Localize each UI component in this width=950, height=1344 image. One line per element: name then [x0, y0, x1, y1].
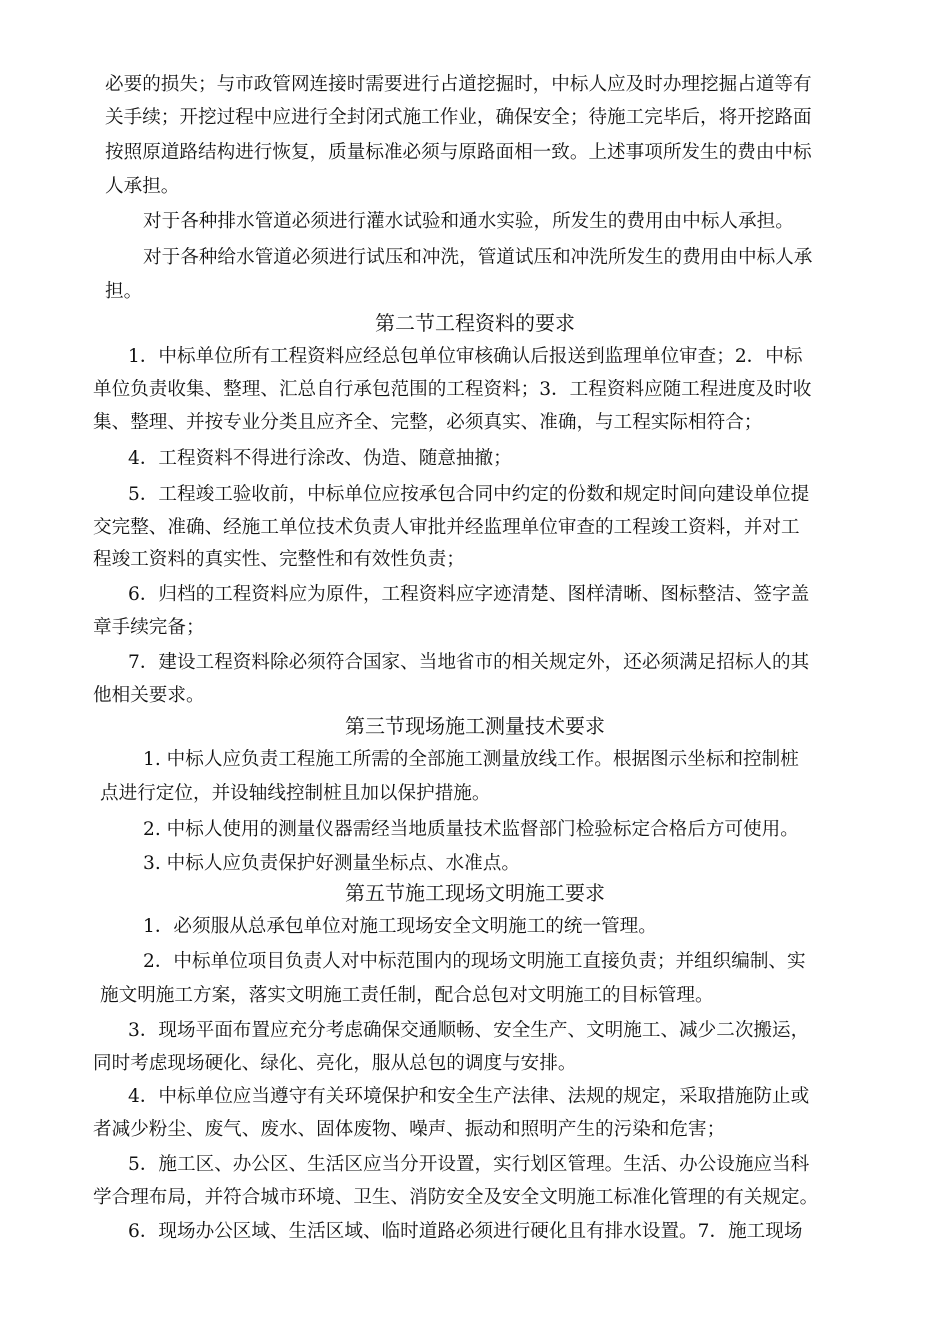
text-line: 必要的损失；与市政管网连接时需要进行占道挖掘时，中标人应及时办理挖掘占道等有: [105, 74, 812, 95]
text-line: 5．施工区、办公区、生活区应当分开设置，实行划区管理。生活、办公设施应当科: [128, 1154, 810, 1175]
text-line: 人承担。: [105, 176, 180, 197]
text-line: 1. 中标人应负责工程施工所需的全部施工测量放线工作。根据图示坐标和控制桩: [143, 749, 799, 770]
text-line: 1．必须服从总承包单位对施工现场安全文明施工的统一管理。: [143, 916, 657, 937]
text-line: 关手续；开挖过程中应进行全封闭式施工作业，确保安全；待施工完毕后，将开挖路面: [105, 107, 812, 128]
text-line: 点进行定位，并设轴线控制桩且加以保护措施。: [100, 783, 491, 804]
text-line: 者减少粉尘、废气、废水、固体废物、噪声、振动和照明产生的污染和危害；: [93, 1119, 726, 1140]
text-line: 2. 中标人使用的测量仪器需经当地质量技术监督部门检验标定合格后方可使用。: [143, 819, 799, 840]
text-line: 他相关要求。: [93, 685, 205, 706]
section-heading: 第三节现场施工测量技术要求: [345, 714, 605, 738]
text-line: 6．归档的工程资料应为原件，工程资料应字迹清楚、图样清晰、图标整洁、签字盖: [128, 584, 810, 605]
section-heading: 第二节工程资料的要求: [375, 311, 575, 335]
text-line: 集、整理、并按专业分类且应齐全、完整，必须真实、准确，与工程实际相符合；: [93, 412, 763, 433]
text-line: 程竣工资料的真实性、完整性和有效性负责；: [93, 549, 465, 570]
text-line: 章手续完备；: [93, 617, 205, 638]
text-line: 单位负责收集、整理、汇总自行承包范围的工程资料；3．工程资料应随工程进度及时收: [93, 379, 812, 400]
text-line: 对于各种排水管道必须进行灌水试验和通水实验，所发生的费用由中标人承担。: [143, 211, 794, 232]
text-line: 担。: [105, 281, 143, 302]
text-line: 按照原道路结构进行恢复，质量标准必须与原路面相一致。上述事项所发生的费由中标: [105, 142, 812, 163]
text-line: 6．现场办公区域、生活区域、临时道路必须进行硬化且有排水设置。7．施工现场: [128, 1221, 803, 1242]
text-line: 施文明施工方案，落实文明施工责任制，配合总包对文明施工的目标管理。: [100, 985, 714, 1006]
text-line: 5．工程竣工验收前，中标单位应按承包合同中约定的份数和规定时间向建设单位提: [128, 484, 810, 505]
section-heading: 第五节施工现场文明施工要求: [345, 881, 605, 905]
text-line: 7．建设工程资料除必须符合国家、当地省市的相关规定外，还必须满足招标人的其: [128, 652, 810, 673]
text-line: 2．中标单位项目负责人对中标范围内的现场文明施工直接负责；并组织编制、实: [143, 951, 806, 972]
text-line: 交完整、准确、经施工单位技术负责人审批并经监理单位审查的工程竣工资料，并对工: [93, 517, 800, 538]
text-line: 对于各种给水管道必须进行试压和冲洗，管道试压和冲洗所发生的费用由中标人承: [143, 247, 813, 268]
text-line: 4．工程资料不得进行涂改、伪造、随意抽撤；: [128, 448, 512, 469]
text-line: 学合理布局，并符合城市环境、卫生、消防安全及安全文明施工标准化管理的有关规定。: [93, 1187, 819, 1208]
text-line: 3. 中标人应负责保护好测量坐标点、水准点。: [143, 853, 520, 874]
text-line: 同时考虑现场硬化、绿化、亮化，服从总包的调度与安排。: [93, 1053, 577, 1074]
text-line: 1．中标单位所有工程资料应经总包单位审核确认后报送到监理单位审查；2．中标: [128, 346, 803, 367]
text-line: 3．现场平面布置应充分考虑确保交通顺畅、安全生产、文明施工、减少二次搬运，: [128, 1020, 810, 1041]
text-line: 4．中标单位应当遵守有关环境保护和安全生产法律、法规的规定，采取措施防止或: [128, 1086, 810, 1107]
